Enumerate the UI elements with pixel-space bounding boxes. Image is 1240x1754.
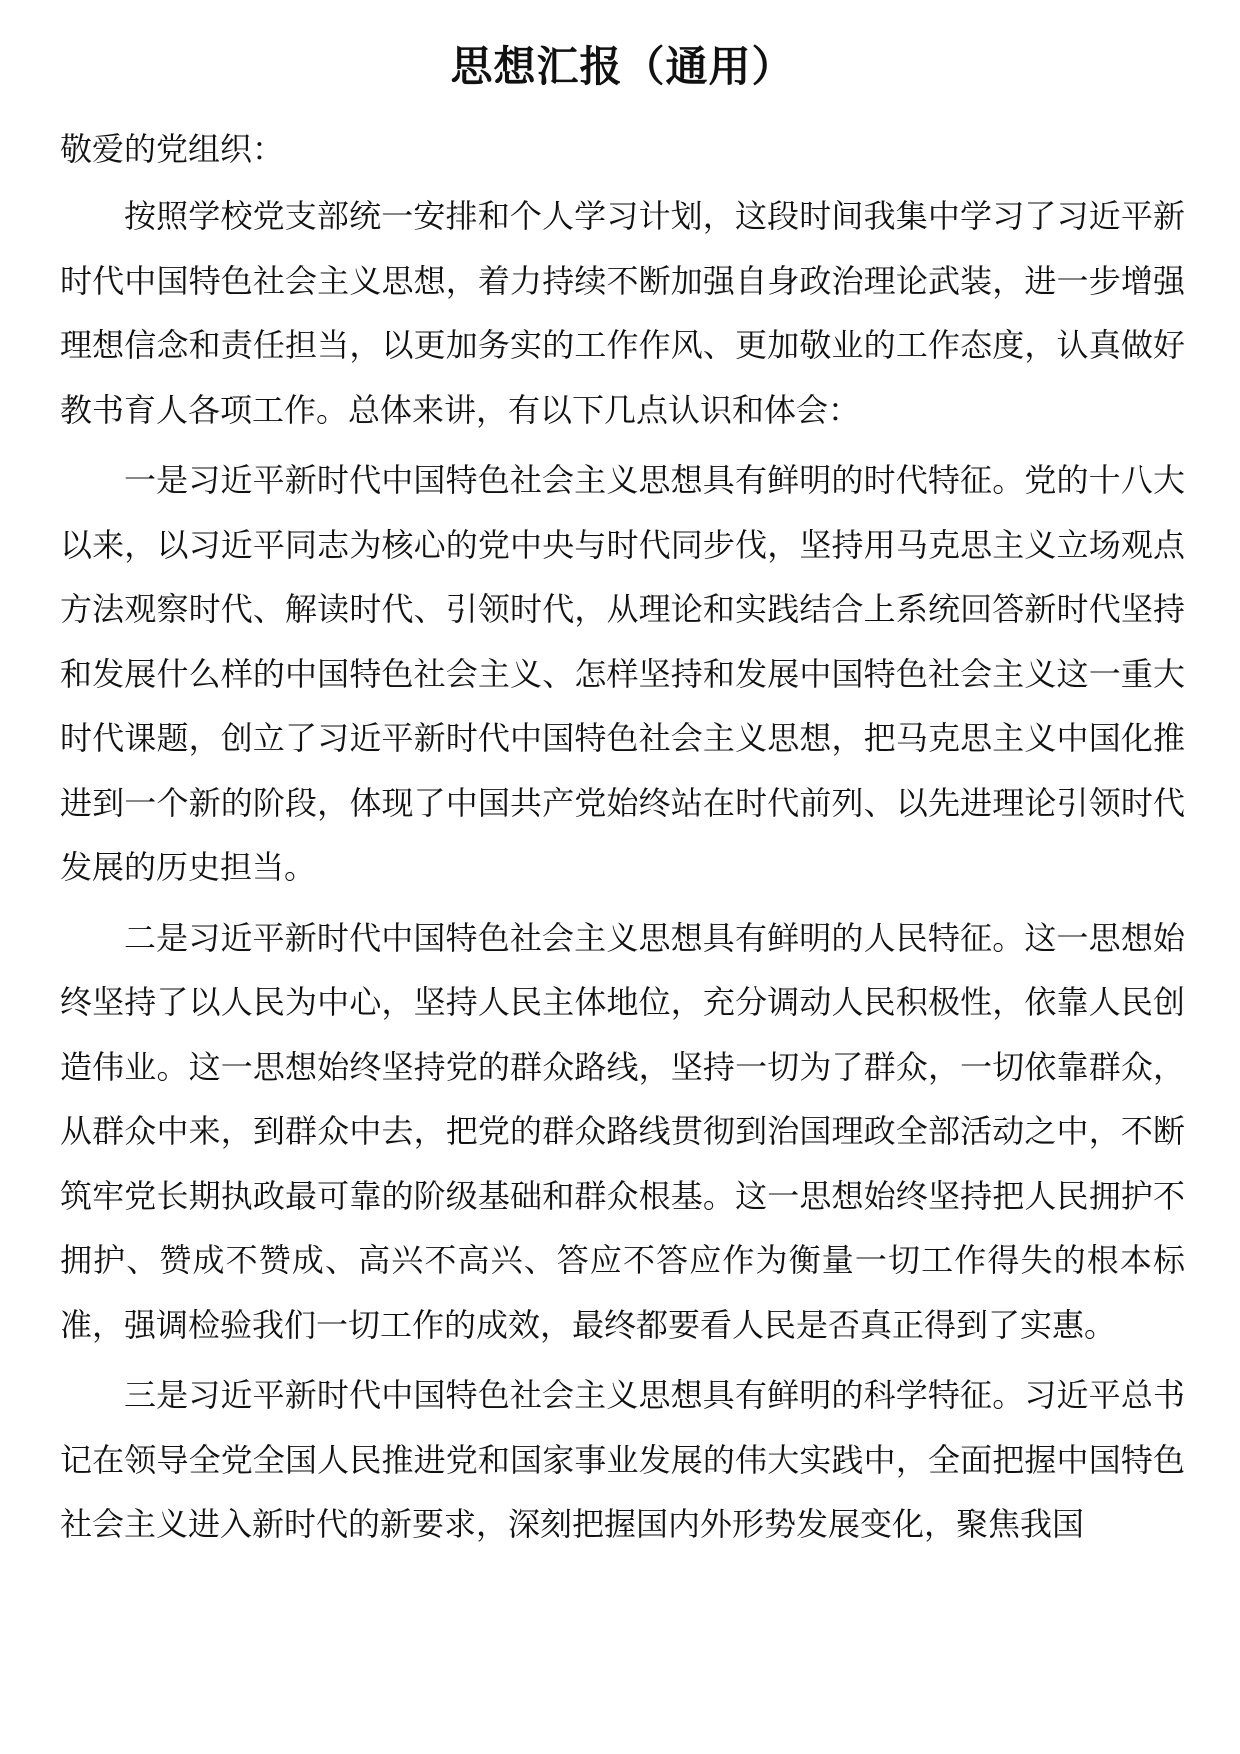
paragraph-intro: 按照学校党支部统一安排和个人学习计划，这段时间我集中学习了习近平新时代中国特色社会主义思想，着力持续不断加强自身政治理论武装，进一步增强理想信念和责任担当，以更加务实的工作作风、更加敬业的工作态度，认真做好教书育人各项工作。总体来讲，有以下几点认识和体会： [60, 197, 1185, 429]
paragraph-era-feature: 一是习近平新时代中国特色社会主义思想具有鲜明的时代特征。党的十八大以来，以习近平同志为核心的党中央与时代同步伐，坚持用马克思主义立场观点方法观察时代、解读时代、引领时代，从理论和实践结合上系统回答新时代坚持和发展什么样的中国特色社会主义、怎样坚持和发展中国特色社会主义这一重大时代课题，创立了习近平新时代中国特色社会主义思想，把马克思主义中国化推进到一个新的阶段，体现了中国共产党始终站在时代前列、以先进理论引领时代发展的历史担当。 [60, 461, 1185, 886]
salutation: 敬爱的党组织： [60, 130, 285, 168]
document-page [60, 0, 1185, 1557]
document-title: 思想汇报（通用） [450, 42, 795, 91]
paragraph-science-feature: 三是习近平新时代中国特色社会主义思想具有鲜明的科学特征。习近平总书记在领导全党全国人民推进党和国家事业发展的伟大实践中，全面把握中国特色社会主义进入新时代的新要求，深刻把握国内外形势发展变化，聚焦我国 [60, 1376, 1185, 1543]
paragraph-people-feature: 二是习近平新时代中国特色社会主义思想具有鲜明的人民特征。这一思想始终坚持了以人民为中心，坚持人民主体地位，充分调动人民积极性，依靠人民创造伟业。这一思想始终坚持党的群众路线，坚持一切为了群众，一切依靠群众，从群众中来，到群众中去，把党的群众路线贯彻到治国理政全部活动之中，不断筑牢党长期执政最可靠的阶级基础和群众根基。这一思想始终坚持把人民拥护不拥护、赞成不赞成、高兴不高兴、答应不答应作为衡量一切工作得失的根本标准，强调检验我们一切工作的成效，最终都要看人民是否真正得到了实惠。 [60, 918, 1185, 1344]
